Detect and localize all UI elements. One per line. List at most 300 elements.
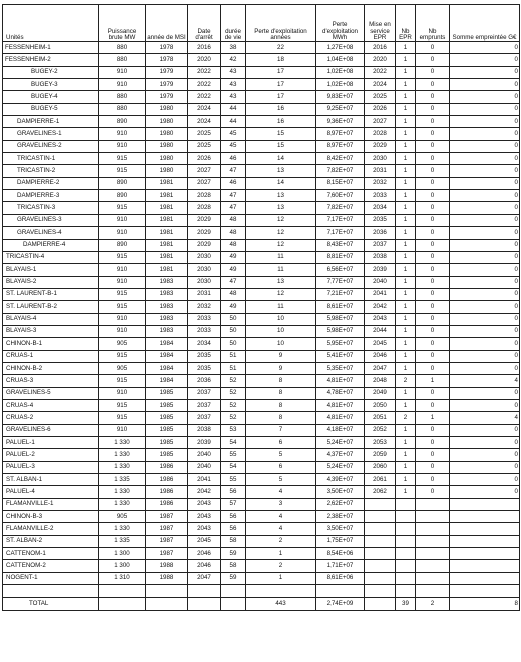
cell-nb-loans: 0 <box>416 437 450 449</box>
cell-shutdown: 2041 <box>188 474 221 486</box>
cell-sum: 4 <box>450 412 520 424</box>
header-sum: Somme empreintée G€ <box>450 5 520 42</box>
blank-cell <box>416 585 450 598</box>
cell-nb-loans: 0 <box>416 362 450 374</box>
cell-loss-years: 15 <box>246 128 316 140</box>
cell-loss-years: 9 <box>246 362 316 374</box>
cell-loss-mwh: 4,39E+07 <box>316 474 365 486</box>
cell-shutdown: 2020 <box>188 54 221 66</box>
cell-msi: 1985 <box>146 387 188 399</box>
cell-loss-years: 7 <box>246 424 316 436</box>
cell-shutdown: 2022 <box>188 91 221 103</box>
table-row <box>3 116 520 128</box>
cell-loss-mwh: 5,24E+07 <box>316 461 365 473</box>
cell-sum <box>450 511 520 523</box>
cell-nb-loans: 0 <box>416 153 450 165</box>
cell-nb-loans: 0 <box>416 301 450 313</box>
cell-shutdown: 2037 <box>188 412 221 424</box>
total-loans: 2 <box>416 598 450 611</box>
cell-loss-years: 5 <box>246 449 316 461</box>
cell-sum: 0 <box>450 350 520 362</box>
cell-lifetime: 43 <box>221 79 246 91</box>
cell-unit: GRAVELINES-4 <box>3 227 99 239</box>
blank-cell <box>316 585 365 598</box>
cell-loss-mwh: 7,21E+07 <box>316 288 365 300</box>
cell-nb-loans: 0 <box>416 350 450 362</box>
cell-unit: GRAVELINES-2 <box>3 140 99 152</box>
cell-unit: BLAYAIS-2 <box>3 276 99 288</box>
cell-shutdown: 2027 <box>188 177 221 189</box>
cell-unit: BLAYAIS-4 <box>3 313 99 325</box>
cell-epr-year: 2059 <box>365 449 396 461</box>
total-label: TOTAL <box>3 598 99 611</box>
cell-unit: ST. LAURENT-B-1 <box>3 288 99 300</box>
cell-nb-loans: 0 <box>416 190 450 202</box>
cell-nb-loans: 0 <box>416 239 450 251</box>
cell-power: 905 <box>99 362 146 374</box>
cell-msi: 1984 <box>146 375 188 387</box>
cell-shutdown: 2040 <box>188 461 221 473</box>
cell-shutdown: 2043 <box>188 523 221 535</box>
cell-unit: FESSENHEIM-2 <box>3 54 99 66</box>
cell-loss-years: 12 <box>246 288 316 300</box>
cell-nb-loans: 0 <box>416 79 450 91</box>
cell-nb-loans <box>416 560 450 572</box>
blank-row <box>3 585 520 598</box>
cell-unit: CATTENOM-1 <box>3 548 99 560</box>
cell-sum: 0 <box>450 362 520 374</box>
cell-lifetime: 52 <box>221 387 246 399</box>
cell-loss-years: 4 <box>246 523 316 535</box>
cell-epr-year: 2046 <box>365 350 396 362</box>
cell-loss-mwh: 4,81E+07 <box>316 412 365 424</box>
spreadsheet <box>2 4 519 659</box>
cell-shutdown: 2036 <box>188 375 221 387</box>
table-row <box>3 264 520 276</box>
cell-msi: 1978 <box>146 54 188 66</box>
cell-unit: TRICASTIN-2 <box>3 165 99 177</box>
cell-loss-mwh: 8,97E+07 <box>316 128 365 140</box>
cell-unit: PALUEL-1 <box>3 437 99 449</box>
cell-lifetime: 58 <box>221 560 246 572</box>
cell-msi: 1985 <box>146 412 188 424</box>
cell-epr-year: 2037 <box>365 239 396 251</box>
cell-sum: 0 <box>450 54 520 66</box>
cell-loss-mwh: 8,15E+07 <box>316 177 365 189</box>
table-row <box>3 140 520 152</box>
cell-unit: BLAYAIS-3 <box>3 325 99 337</box>
cell-lifetime: 38 <box>221 42 246 54</box>
cell-shutdown: 2016 <box>188 42 221 54</box>
cell-unit: GRAVELINES-1 <box>3 128 99 140</box>
cell-power: 915 <box>99 375 146 387</box>
cell-msi: 1981 <box>146 239 188 251</box>
cell-nb-epr: 1 <box>396 313 416 325</box>
cell-sum: 0 <box>450 474 520 486</box>
cell-power: 910 <box>99 79 146 91</box>
cell-sum: 0 <box>450 202 520 214</box>
total-row <box>3 598 520 611</box>
cell-epr-year <box>365 535 396 547</box>
cell-lifetime: 46 <box>221 177 246 189</box>
cell-unit: GRAVELINES-5 <box>3 387 99 399</box>
cell-lifetime: 50 <box>221 325 246 337</box>
cell-msi: 1987 <box>146 523 188 535</box>
table-row <box>3 54 520 66</box>
cell-lifetime: 47 <box>221 276 246 288</box>
cell-epr-year: 2033 <box>365 190 396 202</box>
cell-loss-years: 8 <box>246 387 316 399</box>
total-years: 443 <box>246 598 316 611</box>
cell-lifetime: 59 <box>221 572 246 584</box>
cell-lifetime: 54 <box>221 437 246 449</box>
table-row <box>3 214 520 226</box>
cell-nb-loans: 0 <box>416 103 450 115</box>
cell-loss-mwh: 1,02E+08 <box>316 66 365 78</box>
cell-unit: PALUEL-2 <box>3 449 99 461</box>
cell-shutdown: 2047 <box>188 572 221 584</box>
cell-sum: 0 <box>450 251 520 263</box>
cell-epr-year: 2034 <box>365 202 396 214</box>
cell-loss-years: 5 <box>246 474 316 486</box>
cell-lifetime: 55 <box>221 449 246 461</box>
cell-epr-year: 2052 <box>365 424 396 436</box>
cell-sum: 0 <box>450 301 520 313</box>
header-unit: Unités <box>3 5 99 42</box>
cell-lifetime: 51 <box>221 362 246 374</box>
cell-shutdown: 2035 <box>188 362 221 374</box>
table-row <box>3 66 520 78</box>
cell-loss-mwh: 4,18E+07 <box>316 424 365 436</box>
cell-epr-year: 2026 <box>365 103 396 115</box>
table-row <box>3 128 520 140</box>
cell-power: 910 <box>99 66 146 78</box>
cell-loss-years: 8 <box>246 412 316 424</box>
cell-loss-mwh: 4,81E+07 <box>316 399 365 411</box>
cell-lifetime: 56 <box>221 523 246 535</box>
cell-loss-mwh: 8,54E+06 <box>316 548 365 560</box>
cell-unit: CHINON-B-3 <box>3 511 99 523</box>
cell-nb-epr <box>396 511 416 523</box>
cell-shutdown: 2031 <box>188 288 221 300</box>
cell-shutdown: 2035 <box>188 350 221 362</box>
cell-epr-year: 2025 <box>365 91 396 103</box>
cell-nb-epr: 1 <box>396 79 416 91</box>
cell-lifetime: 56 <box>221 486 246 498</box>
cell-msi: 1979 <box>146 66 188 78</box>
cell-lifetime: 50 <box>221 313 246 325</box>
cell-lifetime: 52 <box>221 399 246 411</box>
cell-unit: CATTENOM-2 <box>3 560 99 572</box>
cell-power: 910 <box>99 214 146 226</box>
cell-lifetime: 47 <box>221 202 246 214</box>
cell-nb-epr <box>396 548 416 560</box>
cell-msi: 1988 <box>146 560 188 572</box>
cell-power: 1 330 <box>99 498 146 510</box>
cell-power: 880 <box>99 54 146 66</box>
cell-shutdown: 2043 <box>188 511 221 523</box>
cell-unit: NOGENT-1 <box>3 572 99 584</box>
cell-sum: 0 <box>450 276 520 288</box>
total-sum: 8 <box>450 598 520 611</box>
cell-loss-mwh: 8,42E+07 <box>316 153 365 165</box>
cell-loss-mwh: 2,62E+07 <box>316 498 365 510</box>
blank-cell <box>146 598 188 611</box>
cell-sum: 0 <box>450 461 520 473</box>
cell-power: 1 300 <box>99 560 146 572</box>
cell-shutdown: 2038 <box>188 424 221 436</box>
cell-loss-years: 10 <box>246 338 316 350</box>
cell-sum: 0 <box>450 239 520 251</box>
cell-nb-loans <box>416 535 450 547</box>
cell-unit: CRUAS-3 <box>3 375 99 387</box>
header-loss-mwh: Perte d'exploitation MWh <box>316 5 365 42</box>
cell-shutdown: 2037 <box>188 387 221 399</box>
cell-loss-mwh: 7,82E+07 <box>316 165 365 177</box>
cell-epr-year: 2048 <box>365 375 396 387</box>
cell-power: 915 <box>99 288 146 300</box>
table-row <box>3 227 520 239</box>
table-row <box>3 375 520 387</box>
cell-loss-mwh: 7,17E+07 <box>316 227 365 239</box>
cell-nb-loans: 0 <box>416 140 450 152</box>
cell-loss-mwh: 7,60E+07 <box>316 190 365 202</box>
cell-loss-mwh: 8,61E+06 <box>316 572 365 584</box>
cell-unit: PALUEL-4 <box>3 486 99 498</box>
cell-msi: 1980 <box>146 153 188 165</box>
cell-epr-year: 2053 <box>365 437 396 449</box>
table-row <box>3 91 520 103</box>
cell-sum: 0 <box>450 214 520 226</box>
cell-loss-mwh: 7,82E+07 <box>316 202 365 214</box>
cell-unit: BLAYAIS-1 <box>3 264 99 276</box>
cell-lifetime: 52 <box>221 412 246 424</box>
reactor-table <box>2 4 520 611</box>
cell-nb-epr: 1 <box>396 153 416 165</box>
cell-loss-mwh: 8,43E+07 <box>316 239 365 251</box>
cell-nb-epr: 1 <box>396 202 416 214</box>
cell-nb-epr: 2 <box>396 375 416 387</box>
blank-cell <box>188 598 221 611</box>
cell-sum: 0 <box>450 424 520 436</box>
cell-loss-years: 17 <box>246 91 316 103</box>
cell-epr-year: 2030 <box>365 153 396 165</box>
cell-nb-epr: 1 <box>396 177 416 189</box>
cell-nb-epr: 1 <box>396 251 416 263</box>
table-row <box>3 313 520 325</box>
cell-unit: DAMPIERRE-2 <box>3 177 99 189</box>
cell-power: 890 <box>99 116 146 128</box>
cell-loss-years: 17 <box>246 79 316 91</box>
cell-nb-epr: 1 <box>396 325 416 337</box>
cell-unit: CHINON-B-2 <box>3 362 99 374</box>
cell-unit: ST. ALBAN-2 <box>3 535 99 547</box>
table-row <box>3 424 520 436</box>
cell-nb-epr: 1 <box>396 264 416 276</box>
cell-sum: 0 <box>450 227 520 239</box>
cell-epr-year: 2036 <box>365 227 396 239</box>
table-row <box>3 399 520 411</box>
cell-shutdown: 2043 <box>188 498 221 510</box>
cell-epr-year <box>365 498 396 510</box>
cell-nb-epr: 1 <box>396 424 416 436</box>
cell-nb-loans: 0 <box>416 486 450 498</box>
cell-loss-years: 17 <box>246 66 316 78</box>
cell-loss-years: 22 <box>246 42 316 54</box>
cell-nb-loans <box>416 572 450 584</box>
cell-sum: 0 <box>450 288 520 300</box>
cell-lifetime: 48 <box>221 288 246 300</box>
cell-sum: 0 <box>450 91 520 103</box>
table-row <box>3 288 520 300</box>
cell-nb-loans: 0 <box>416 66 450 78</box>
cell-power: 905 <box>99 338 146 350</box>
header-power: Puissance brute MW <box>99 5 146 42</box>
cell-nb-epr <box>396 560 416 572</box>
cell-epr-year: 2043 <box>365 313 396 325</box>
blank-cell <box>3 585 99 598</box>
cell-lifetime: 49 <box>221 301 246 313</box>
cell-loss-years: 9 <box>246 350 316 362</box>
cell-sum <box>450 535 520 547</box>
cell-msi: 1987 <box>146 511 188 523</box>
cell-unit: BUGEY-5 <box>3 103 99 115</box>
cell-lifetime: 58 <box>221 535 246 547</box>
cell-nb-loans: 0 <box>416 42 450 54</box>
cell-lifetime: 56 <box>221 511 246 523</box>
cell-power: 915 <box>99 202 146 214</box>
cell-loss-mwh: 3,50E+07 <box>316 523 365 535</box>
cell-lifetime: 57 <box>221 498 246 510</box>
cell-msi: 1986 <box>146 498 188 510</box>
blank-cell <box>188 585 221 598</box>
cell-nb-epr: 1 <box>396 399 416 411</box>
cell-unit: CHINON-B-1 <box>3 338 99 350</box>
cell-sum: 0 <box>450 103 520 115</box>
cell-nb-loans: 0 <box>416 128 450 140</box>
cell-nb-loans: 0 <box>416 251 450 263</box>
cell-msi: 1985 <box>146 399 188 411</box>
cell-epr-year: 2016 <box>365 42 396 54</box>
cell-loss-mwh: 1,71E+07 <box>316 560 365 572</box>
cell-power: 1 310 <box>99 572 146 584</box>
table-row <box>3 190 520 202</box>
cell-loss-mwh: 5,98E+07 <box>316 325 365 337</box>
cell-sum <box>450 560 520 572</box>
cell-unit: CRUAS-2 <box>3 412 99 424</box>
table-row <box>3 511 520 523</box>
cell-sum: 0 <box>450 116 520 128</box>
cell-nb-loans: 0 <box>416 325 450 337</box>
cell-shutdown: 2028 <box>188 202 221 214</box>
cell-shutdown: 2022 <box>188 79 221 91</box>
cell-power: 890 <box>99 190 146 202</box>
table-row <box>3 42 520 54</box>
table-body <box>3 42 520 585</box>
cell-epr-year: 2047 <box>365 362 396 374</box>
cell-loss-years: 3 <box>246 498 316 510</box>
cell-nb-loans: 0 <box>416 116 450 128</box>
cell-msi: 1986 <box>146 474 188 486</box>
cell-unit: TRICASTIN-3 <box>3 202 99 214</box>
cell-loss-years: 13 <box>246 165 316 177</box>
cell-loss-years: 12 <box>246 227 316 239</box>
cell-shutdown: 2029 <box>188 214 221 226</box>
cell-unit: TRICASTIN-4 <box>3 251 99 263</box>
cell-nb-epr: 1 <box>396 165 416 177</box>
cell-shutdown: 2028 <box>188 190 221 202</box>
blank-cell <box>99 585 146 598</box>
cell-epr-year: 2040 <box>365 276 396 288</box>
cell-sum: 0 <box>450 128 520 140</box>
cell-loss-mwh: 9,83E+07 <box>316 91 365 103</box>
cell-msi: 1983 <box>146 301 188 313</box>
cell-loss-years: 14 <box>246 177 316 189</box>
cell-loss-years: 13 <box>246 202 316 214</box>
cell-unit: BUGEY-4 <box>3 91 99 103</box>
cell-msi: 1978 <box>146 42 188 54</box>
cell-loss-years: 4 <box>246 511 316 523</box>
cell-power: 880 <box>99 91 146 103</box>
cell-shutdown: 2042 <box>188 486 221 498</box>
cell-nb-loans: 0 <box>416 54 450 66</box>
cell-epr-year <box>365 572 396 584</box>
cell-sum: 0 <box>450 140 520 152</box>
cell-sum: 0 <box>450 165 520 177</box>
cell-loss-mwh: 5,41E+07 <box>316 350 365 362</box>
table-row <box>3 437 520 449</box>
cell-epr-year <box>365 511 396 523</box>
cell-loss-years: 10 <box>246 325 316 337</box>
cell-msi: 1981 <box>146 214 188 226</box>
cell-sum: 0 <box>450 153 520 165</box>
cell-lifetime: 49 <box>221 264 246 276</box>
cell-power: 915 <box>99 350 146 362</box>
cell-nb-loans: 0 <box>416 449 450 461</box>
cell-nb-epr: 1 <box>396 338 416 350</box>
cell-shutdown: 2024 <box>188 103 221 115</box>
cell-msi: 1979 <box>146 91 188 103</box>
cell-nb-epr: 1 <box>396 276 416 288</box>
cell-nb-epr: 1 <box>396 449 416 461</box>
cell-loss-mwh: 4,81E+07 <box>316 375 365 387</box>
cell-nb-loans: 0 <box>416 461 450 473</box>
cell-loss-mwh: 9,36E+07 <box>316 116 365 128</box>
cell-nb-epr: 1 <box>396 128 416 140</box>
cell-msi: 1979 <box>146 79 188 91</box>
cell-epr-year <box>365 523 396 535</box>
cell-sum: 0 <box>450 264 520 276</box>
cell-lifetime: 55 <box>221 474 246 486</box>
cell-loss-years: 6 <box>246 437 316 449</box>
cell-power: 910 <box>99 264 146 276</box>
cell-loss-years: 8 <box>246 399 316 411</box>
cell-loss-years: 6 <box>246 461 316 473</box>
blank-cell <box>246 585 316 598</box>
cell-lifetime: 53 <box>221 424 246 436</box>
cell-unit: CRUAS-4 <box>3 399 99 411</box>
table-row <box>3 412 520 424</box>
cell-power: 1 330 <box>99 523 146 535</box>
cell-lifetime: 43 <box>221 91 246 103</box>
cell-epr-year: 2020 <box>365 54 396 66</box>
table-row <box>3 79 520 91</box>
cell-loss-years: 2 <box>246 535 316 547</box>
blank-cell <box>365 585 396 598</box>
blank-cell <box>99 598 146 611</box>
cell-power: 910 <box>99 128 146 140</box>
cell-loss-years: 12 <box>246 239 316 251</box>
